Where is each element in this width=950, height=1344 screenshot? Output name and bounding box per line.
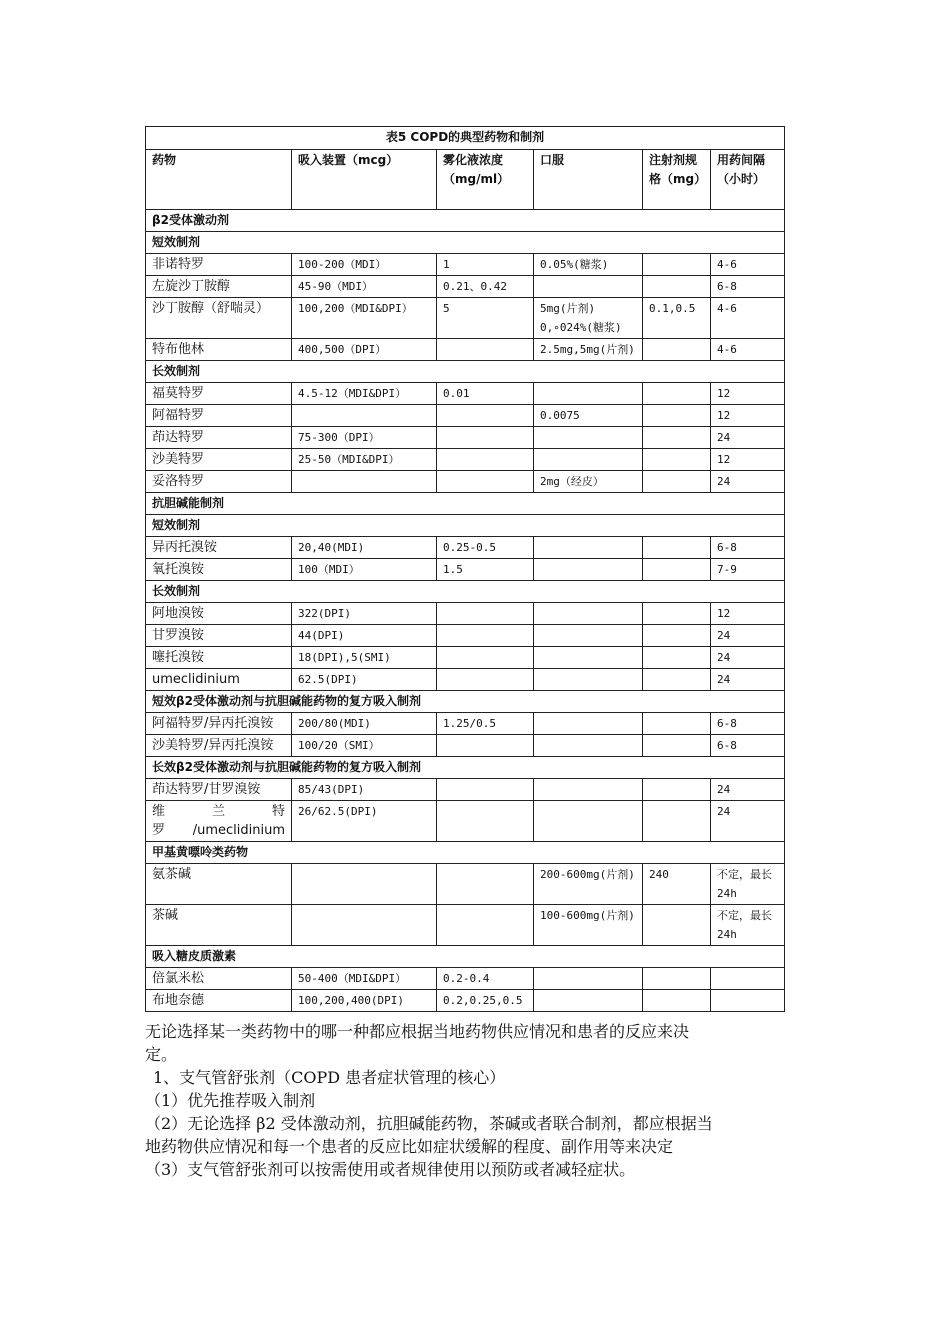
paragraph-3: （1）优先推荐吸入制剂: [145, 1091, 316, 1110]
nebulizer-cell: 0.2,0.25,0.5: [437, 990, 534, 1012]
interval-cell: 24: [711, 801, 785, 842]
oral-cell: [534, 735, 643, 757]
injection-cell: [643, 801, 711, 842]
drug-name-cell: umeclidinium: [146, 669, 292, 691]
drug-name-cell: 阿福特罗/异丙托溴铵: [146, 713, 292, 735]
inhaler-cell: 62.5(DPI): [292, 669, 437, 691]
nebulizer-cell: [437, 864, 534, 905]
paragraph-1-cont: 定。: [145, 1045, 178, 1064]
copd-drug-table: [145, 126, 785, 1012]
nebulizer-cell: [437, 625, 534, 647]
header-interval: 用药间隔（小时）: [711, 150, 785, 210]
inhaler-cell: [292, 905, 437, 946]
section-long-acting: 长效制剂: [146, 361, 785, 383]
section-row: [146, 493, 785, 515]
nebulizer-cell: [437, 603, 534, 625]
drug-name-cell: 左旋沙丁胺醇: [146, 276, 292, 298]
drug-name-cell: 异丙托溴铵: [146, 537, 292, 559]
drug-name-cell: 茚达特罗/甘罗溴铵: [146, 779, 292, 801]
oral-cell: 5mg(片剂) 0,∘024%(糖浆): [534, 298, 643, 339]
section-row: [146, 691, 785, 713]
paragraph-1: 无论选择某一类药物中的哪一种都应根据当地药物供应情况和患者的反应来决: [145, 1022, 690, 1041]
table-row: [146, 990, 785, 1012]
nebulizer-cell: [437, 647, 534, 669]
oral-cell: [534, 603, 643, 625]
paragraph-4-cont: 地药物供应情况和每一个患者的反应比如症状缓解的程度、副作用等来决定: [145, 1137, 674, 1156]
drug-name-cell: 福莫特罗: [146, 383, 292, 405]
table-row: [146, 383, 785, 405]
table-row: [146, 298, 785, 339]
inhaler-cell: 100,200（MDI&DPI）: [292, 298, 437, 339]
table-row: [146, 779, 785, 801]
drug-name-cell: 氧托溴铵: [146, 559, 292, 581]
interval-cell: [711, 968, 785, 990]
table-row: [146, 339, 785, 361]
nebulizer-cell: [437, 427, 534, 449]
section-long-acting: 长效制剂: [146, 581, 785, 603]
table-row: [146, 254, 785, 276]
table-row: [146, 968, 785, 990]
interval-cell: [711, 990, 785, 1012]
table-row: [146, 864, 785, 905]
injection-cell: [643, 276, 711, 298]
header-drug: 药物: [146, 150, 292, 210]
inhaler-cell: [292, 405, 437, 427]
inhaler-cell: 200/80(MDI): [292, 713, 437, 735]
nebulizer-cell: [437, 449, 534, 471]
interval-cell: 24: [711, 471, 785, 493]
section-combo-long: 长效β2受体激动剂与抗胆碱能药物的复方吸入制剂: [146, 757, 785, 779]
interval-cell: 6-8: [711, 735, 785, 757]
injection-cell: [643, 427, 711, 449]
oral-cell: [534, 427, 643, 449]
section-row: [146, 361, 785, 383]
injection-cell: 0.1,0.5: [643, 298, 711, 339]
table-row: [146, 735, 785, 757]
nebulizer-cell: 0.01: [437, 383, 534, 405]
drug-name-cell: 甘罗溴铵: [146, 625, 292, 647]
section-anticholinergic: 抗胆碱能制剂: [146, 493, 785, 515]
table-row: [146, 276, 785, 298]
injection-cell: [643, 990, 711, 1012]
nebulizer-cell: [437, 779, 534, 801]
section-short-acting: 短效制剂: [146, 232, 785, 254]
table-title-row: [146, 127, 785, 150]
interval-cell: 不定，最长24h: [711, 864, 785, 905]
interval-cell: 4-6: [711, 339, 785, 361]
oral-cell: 200-600mg(片剂): [534, 864, 643, 905]
inhaler-cell: 25-50（MDI&DPI）: [292, 449, 437, 471]
table-row: [146, 427, 785, 449]
interval-cell: 不定，最长24h: [711, 905, 785, 946]
drug-name-cell: 噻托溴铵: [146, 647, 292, 669]
injection-cell: [643, 537, 711, 559]
nebulizer-cell: [437, 735, 534, 757]
drug-name-cell: 阿福特罗: [146, 405, 292, 427]
drug-name-cell: 沙美特罗/异丙托溴铵: [146, 735, 292, 757]
table-header-row: [146, 150, 785, 210]
oral-cell: 0.0075: [534, 405, 643, 427]
nebulizer-cell: 5: [437, 298, 534, 339]
oral-cell: 2.5mg,5mg(片剂): [534, 339, 643, 361]
oral-cell: [534, 968, 643, 990]
inhaler-cell: 26/62.5(DPI): [292, 801, 437, 842]
interval-cell: 6-8: [711, 276, 785, 298]
inhaler-cell: [292, 864, 437, 905]
interval-cell: 24: [711, 427, 785, 449]
inhaler-cell: 44(DPI): [292, 625, 437, 647]
inhaler-cell: 85/43(DPI): [292, 779, 437, 801]
injection-cell: [643, 713, 711, 735]
drug-name-cell: 茶碱: [146, 905, 292, 946]
section-short-acting: 短效制剂: [146, 515, 785, 537]
injection-cell: [643, 905, 711, 946]
drug-name-cell: 阿地溴铵: [146, 603, 292, 625]
inhaler-cell: 322(DPI): [292, 603, 437, 625]
oral-cell: [534, 537, 643, 559]
section-row: [146, 210, 785, 232]
injection-cell: [643, 603, 711, 625]
table-row: [146, 449, 785, 471]
inhaler-cell: 20,40(MDI): [292, 537, 437, 559]
inhaler-cell: 50-400（MDI&DPI）: [292, 968, 437, 990]
table-row: [146, 603, 785, 625]
drug-name-cell: 茚达特罗: [146, 427, 292, 449]
table-row: [146, 905, 785, 946]
oral-cell: [534, 779, 643, 801]
table-title: 表5 COPD的典型药物和制剂: [146, 127, 785, 150]
table-row: [146, 471, 785, 493]
injection-cell: [643, 625, 711, 647]
nebulizer-cell: [437, 339, 534, 361]
interval-cell: 24: [711, 669, 785, 691]
nebulizer-cell: [437, 801, 534, 842]
nebulizer-cell: 0.2-0.4: [437, 968, 534, 990]
inhaler-cell: 100-200（MDI）: [292, 254, 437, 276]
injection-cell: [643, 383, 711, 405]
paragraph-5: （3）支气管舒张剂可以按需使用或者规律使用以预防或者减轻症状。: [145, 1160, 636, 1179]
oral-cell: [534, 801, 643, 842]
oral-cell: [534, 559, 643, 581]
oral-cell: [534, 713, 643, 735]
drug-name-cell: 非诺特罗: [146, 254, 292, 276]
inhaler-cell: 18(DPI),5(SMI): [292, 647, 437, 669]
interval-cell: 24: [711, 625, 785, 647]
inhaler-cell: 45-90（MDI）: [292, 276, 437, 298]
drug-name-cell: 沙美特罗: [146, 449, 292, 471]
section-combo-short: 短效β2受体激动剂与抗胆碱能药物的复方吸入制剂: [146, 691, 785, 713]
section-beta2: β2受体激动剂: [146, 210, 785, 232]
interval-cell: 6-8: [711, 537, 785, 559]
oral-cell: [534, 449, 643, 471]
interval-cell: 4-6: [711, 254, 785, 276]
drug-name-cell: 倍氯米松: [146, 968, 292, 990]
injection-cell: [643, 968, 711, 990]
table-row: [146, 669, 785, 691]
nebulizer-cell: [437, 405, 534, 427]
injection-cell: [643, 339, 711, 361]
injection-cell: [643, 449, 711, 471]
drug-name-cell: 维兰特罗/umeclidinium: [146, 801, 292, 842]
oral-cell: 2mg（经皮）: [534, 471, 643, 493]
injection-cell: [643, 779, 711, 801]
section-row: [146, 842, 785, 864]
paragraph-2: 1、支气管舒张剂（COPD 患者症状管理的核心）: [153, 1068, 506, 1087]
table-row: [146, 647, 785, 669]
nebulizer-cell: [437, 905, 534, 946]
inhaler-cell: 4.5-12（MDI&DPI）: [292, 383, 437, 405]
paragraph-4: （2）无论选择 β2 受体激动剂，抗胆碱能药物，茶碱或者联合制剂，都应根据当: [145, 1114, 713, 1133]
drug-name-cell: 妥洛特罗: [146, 471, 292, 493]
oral-cell: [534, 669, 643, 691]
section-row: [146, 581, 785, 603]
nebulizer-cell: 0.25-0.5: [437, 537, 534, 559]
header-oral: 口服: [534, 150, 643, 210]
oral-cell: [534, 625, 643, 647]
injection-cell: [643, 471, 711, 493]
inhaler-cell: 75-300（DPI）: [292, 427, 437, 449]
injection-cell: [643, 647, 711, 669]
nebulizer-cell: 1: [437, 254, 534, 276]
table-row: [146, 537, 785, 559]
oral-cell: [534, 990, 643, 1012]
section-row: [146, 515, 785, 537]
injection-cell: [643, 559, 711, 581]
header-nebulizer: 雾化液浓度（mg/ml）: [437, 150, 534, 210]
injection-cell: [643, 405, 711, 427]
interval-cell: 4-6: [711, 298, 785, 339]
table-row: [146, 559, 785, 581]
interval-cell: 24: [711, 779, 785, 801]
injection-cell: [643, 735, 711, 757]
inhaler-cell: [292, 471, 437, 493]
interval-cell: 7-9: [711, 559, 785, 581]
section-row: [146, 232, 785, 254]
section-ics: 吸入糖皮质激素: [146, 946, 785, 968]
injection-cell: [643, 669, 711, 691]
body-paragraphs: [145, 1020, 825, 1181]
oral-cell: [534, 383, 643, 405]
table-row: [146, 713, 785, 735]
header-inhaler: 吸入装置（mcg）: [292, 150, 437, 210]
drug-name-cell: 特布他林: [146, 339, 292, 361]
drug-name-cell: 氨茶碱: [146, 864, 292, 905]
header-injection: 注射剂规格（mg）: [643, 150, 711, 210]
oral-cell: 0.05%(糖浆): [534, 254, 643, 276]
table-row: [146, 405, 785, 427]
oral-cell: 100-600mg(片剂): [534, 905, 643, 946]
inhaler-cell: 100/20（SMI）: [292, 735, 437, 757]
section-row: [146, 946, 785, 968]
section-methylxanthine: 甲基黄嘌呤类药物: [146, 842, 785, 864]
interval-cell: 12: [711, 405, 785, 427]
oral-cell: [534, 276, 643, 298]
nebulizer-cell: [437, 669, 534, 691]
inhaler-cell: 100,200,400(DPI): [292, 990, 437, 1012]
inhaler-cell: 100（MDI）: [292, 559, 437, 581]
interval-cell: 12: [711, 383, 785, 405]
injection-cell: 240: [643, 864, 711, 905]
interval-cell: 12: [711, 449, 785, 471]
nebulizer-cell: 0.21、0.42: [437, 276, 534, 298]
interval-cell: 12: [711, 603, 785, 625]
drug-name-cell: 沙丁胺醇（舒喘灵）: [146, 298, 292, 339]
nebulizer-cell: 1.25/0.5: [437, 713, 534, 735]
section-row: [146, 757, 785, 779]
interval-cell: 6-8: [711, 713, 785, 735]
oral-cell: [534, 647, 643, 669]
inhaler-cell: 400,500（DPI）: [292, 339, 437, 361]
table-row: [146, 625, 785, 647]
interval-cell: 24: [711, 647, 785, 669]
drug-name-cell: 布地奈德: [146, 990, 292, 1012]
injection-cell: [643, 254, 711, 276]
nebulizer-cell: 1.5: [437, 559, 534, 581]
table-row: [146, 801, 785, 842]
nebulizer-cell: [437, 471, 534, 493]
